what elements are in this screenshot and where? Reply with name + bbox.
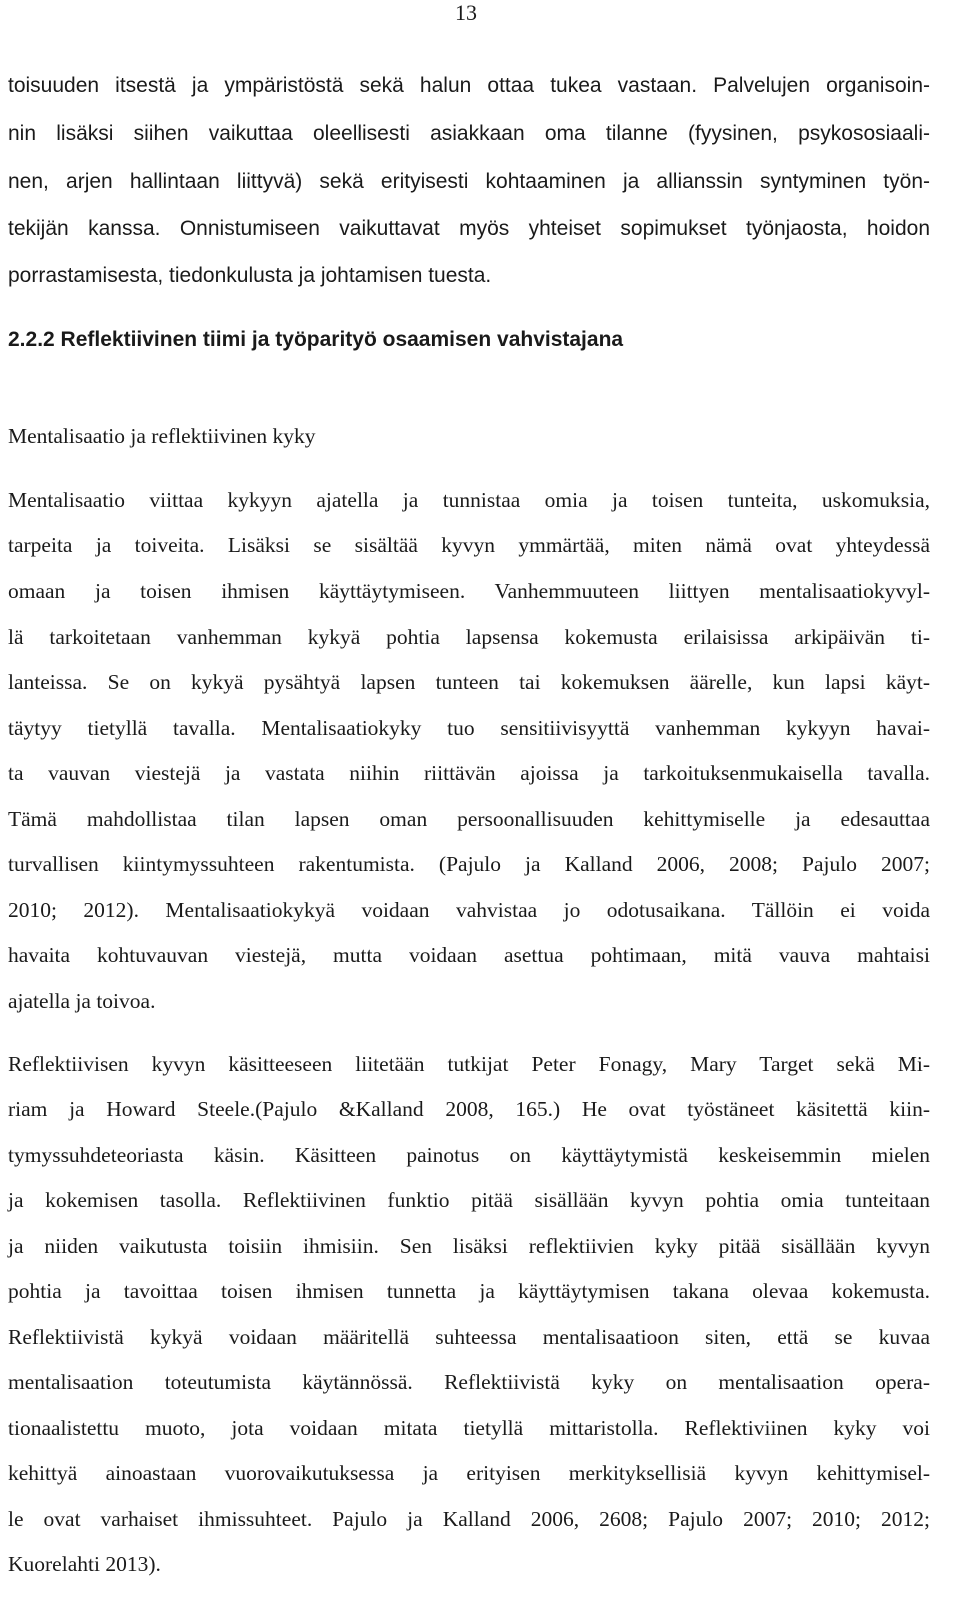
text-line: 2010; 2012). Mentalisaatiokykyä voidaan vahvistaa jo odotusaikana. Tällöin ei voida xyxy=(8,898,930,922)
subheading: Mentalisaatio ja reflektiivinen kyky xyxy=(8,424,316,448)
text-line: Tämä mahdollistaa tilan lapsen oman persoonallisuuden kehittymiselle ja edesauttaa xyxy=(8,807,930,831)
text-line: turvallisen kiintymyssuhteen rakentumista. (Pajulo ja Kalland 2006, 2008; Pajulo 2007; xyxy=(8,852,930,876)
text-line: mentalisaation toteutumista käytännössä. Reflektiivistä kyky on mentalisaation opera- xyxy=(8,1370,930,1394)
text-line: le ovat varhaiset ihmissuhteet. Pajulo ja Kalland 2006, 2608; Pajulo 2007; 2010; 2012; xyxy=(8,1507,930,1531)
text-line: ja niiden vaikutusta toisiin ihmisiin. Sen lisäksi reflektiivien kyky pitää sisällään kyvyn xyxy=(8,1234,930,1258)
text-line: lanteissa. Se on kykyä pysähtyä lapsen tunteen tai kokemuksen äärelle, kun lapsi käyt- xyxy=(8,670,930,694)
text-line: ajatella ja toivoa. xyxy=(8,989,156,1013)
text-line: kehittyä ainoastaan vuorovaikutuksessa ja erityisen merkityksellisiä kyvyn kehittymisel- xyxy=(8,1461,930,1485)
text-line: Reflektiivisen kyvyn käsitteeseen liitetään tutkijat Peter Fonagy, Mary Target sekä Mi- xyxy=(8,1052,930,1076)
text-line: Kuorelahti 2013). xyxy=(8,1552,161,1576)
text-line: havaita kohtuvauvan viestejä, mutta voidaan asettua pohtimaan, mitä vauva mahtaisi xyxy=(8,943,930,967)
text-line: porrastamisesta, tiedonkulusta ja johtamisen tuesta. xyxy=(8,264,492,287)
text-line: tionaalistettu muoto, jota voidaan mitata tietyllä mittaristolla. Reflektiviinen kyky voi xyxy=(8,1416,930,1440)
text-line: riam ja Howard Steele.(Pajulo &Kalland 2008, 165.) He ovat työstäneet käsitettä kiin- xyxy=(8,1097,930,1121)
text-line: toisuuden itsestä ja ympäristöstä sekä halun ottaa tukea vastaan. Palvelujen organisoin- xyxy=(8,74,930,97)
text-line: nen, arjen hallintaan liittyvä) sekä erityisesti kohtaaminen ja allianssin syntyminen työn- xyxy=(8,170,930,193)
text-line: tarpeita ja toiveita. Lisäksi se sisältää kyvyn ymmärtää, miten nämä ovat yhteydessä xyxy=(8,533,930,557)
page-number: 13 xyxy=(455,0,477,25)
text-line: nin lisäksi siihen vaikuttaa oleellisesti asiakkaan oma tilanne (fyysinen, psykososiaali- xyxy=(8,122,930,145)
text-line: pohtia ja tavoittaa toisen ihmisen tunnetta ja käyttäytymisen takana olevaa kokemusta. xyxy=(8,1279,930,1303)
text-line: lä tarkoitetaan vanhemman kykyä pohtia lapsensa kokemusta erilaisissa arkipäivän ti- xyxy=(8,625,930,649)
text-line: omaan ja toisen ihmisen käyttäytymiseen. Vanhemmuuteen liittyen mentalisaatiokyvyl- xyxy=(8,579,930,603)
text-line: tymyssuhdeteoriasta käsin. Käsitteen painotus on käyttäytymistä keskeisemmin mielen xyxy=(8,1143,930,1167)
section-heading: 2.2.2 Reflektiivinen tiimi ja työparityö osaamisen vahvistajana xyxy=(8,328,624,351)
text-line: ta vauvan viestejä ja vastata niihin riittävän ajoissa ja tarkoituksenmukaisella tavalla. xyxy=(8,761,930,785)
text-line: Reflektiivistä kykyä voidaan määritellä suhteessa mentalisaatioon siten, että se kuvaa xyxy=(8,1325,930,1349)
text-line: ja kokemisen tasolla. Reflektiivinen funktio pitää sisällään kyvyn pohtia omia tunteitaan xyxy=(8,1188,930,1212)
text-line: tekijän kanssa. Onnistumiseen vaikuttavat myös yhteiset sopimukset työnjaosta, hoidon xyxy=(8,217,930,240)
text-line: Mentalisaatio viittaa kykyyn ajatella ja tunnistaa omia ja toisen tunteita, uskomuksia, xyxy=(8,488,930,512)
text-line: täytyy tietyllä tavalla. Mentalisaatiokyky tuo sensitiivisyyttä vanhemman kykyyn havai- xyxy=(8,716,930,740)
